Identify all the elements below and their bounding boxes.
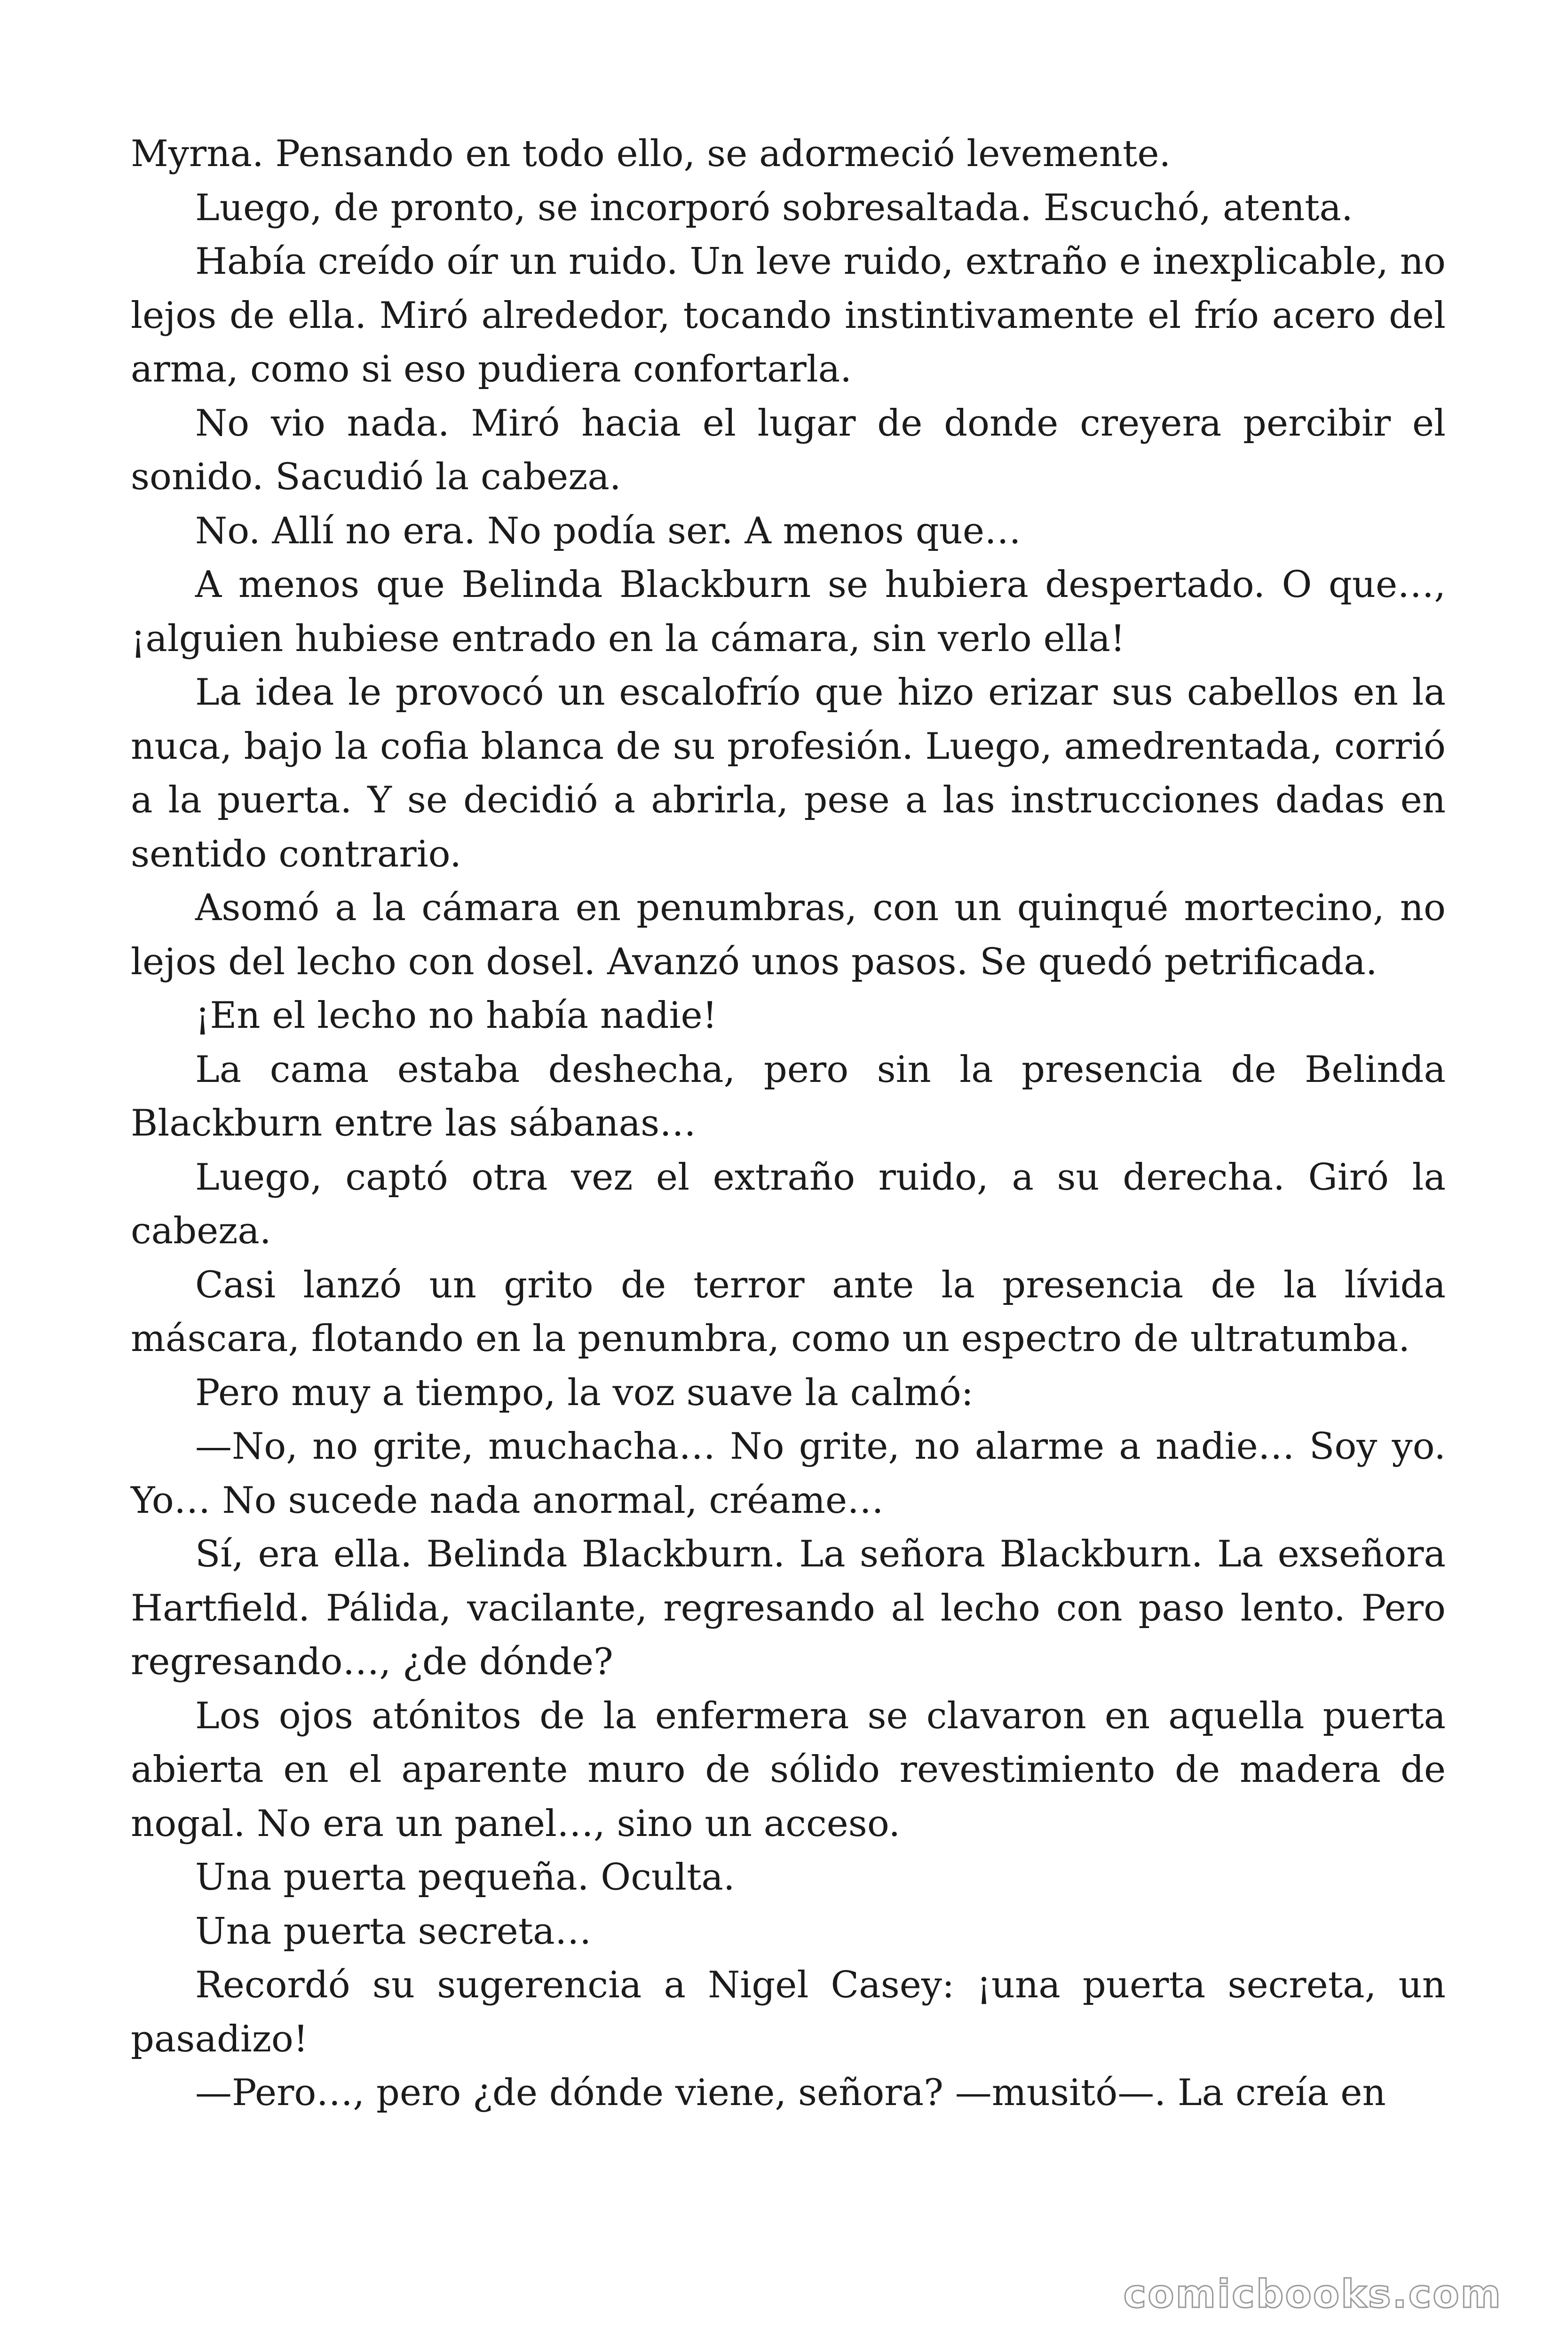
paragraph-9: ¡En el lecho no había nadie! (195, 994, 718, 1037)
paragraph-3: Había creído oír un ruido. Un leve ruido, extraño e inexplicable, no lejos de ella. Miró alrededor, tocando instintivamente el frío acero del arma, como si eso pudiera confortarla. (131, 240, 1446, 390)
paragraph-13: Pero muy a tiempo, la voz suave la calmó: (195, 1371, 974, 1414)
page-text (131, 127, 1446, 2120)
paragraph-12: Casi lanzó un grito de terror ante la presencia de la lívida máscara, flotando en la penumbra, como un espectro de ultratumba. (131, 1263, 1446, 1360)
paragraph-10: La cama estaba deshecha, pero sin la presencia de Belinda Blackburn entre las sábanas… (131, 1048, 1446, 1144)
paragraph-17: Una puerta pequeña. Oculta. (195, 1856, 735, 1899)
paragraph-5: No. Allí no era. No podía ser. A menos que… (195, 509, 1022, 552)
paragraph-16: Los ojos atónitos de la enfermera se clavaron en aquella puerta abierta en el aparente muro de sólido revestimiento de madera de nogal. No era un panel…, sino un acceso. (131, 1694, 1446, 1845)
paragraph-6: A menos que Belinda Blackburn se hubiera despertado. O que…, ¡alguien hubiese entrado en la cámara, sin verlo ella! (131, 564, 1446, 660)
paragraph-7: La idea le provocó un escalofrío que hizo erizar sus cabellos en la nuca, bajo la cofia blanca de su profesión. Luego, amedrentada, corrió a la puerta. Y se decidió a abrirla, pese a las instrucciones dadas en sentido contrario. (131, 671, 1446, 875)
paragraph-1: Myrna. Pensando en todo ello, se adormeció levemente. (131, 133, 1171, 175)
paragraph-2: Luego, de pronto, se incorporó sobresaltada. Escuchó, atenta. (195, 186, 1353, 229)
paragraph-19: Recordó su sugerencia a Nigel Casey: ¡una puerta secreta, un pasadizo! (131, 1964, 1446, 2060)
paragraph-11: Luego, captó otra vez el extraño ruido, a su derecha. Giró la cabeza. (131, 1156, 1446, 1252)
paragraph-8: Asomó a la cámara en penumbras, con un quinqué mortecino, no lejos del lecho con dosel. Avanzó unos pasos. Se quedó petrificada. (131, 887, 1446, 983)
paragraph-4: No vio nada. Miró hacia el lugar de donde creyera percibir el sonido. Sacudió la cabeza. (131, 402, 1446, 498)
paragraph-15: Sí, era ella. Belinda Blackburn. La señora Blackburn. La exseñora Hartfield. Pálida, vacilante, regresando al lecho con paso lento. Pero regresando…, ¿de dónde? (131, 1533, 1446, 1683)
paragraph-18: Una puerta secreta… (195, 1910, 592, 1953)
paragraph-14: —No, no grite, muchacha… No grite, no alarme a nadie… Soy yo. Yo… No sucede nada anormal, créame… (131, 1425, 1446, 1522)
paragraph-20: —Pero…, pero ¿de dónde viene, señora? —musitó—. La creía en (195, 2072, 1386, 2114)
watermark: comicbooks.com (1123, 2272, 1502, 2317)
